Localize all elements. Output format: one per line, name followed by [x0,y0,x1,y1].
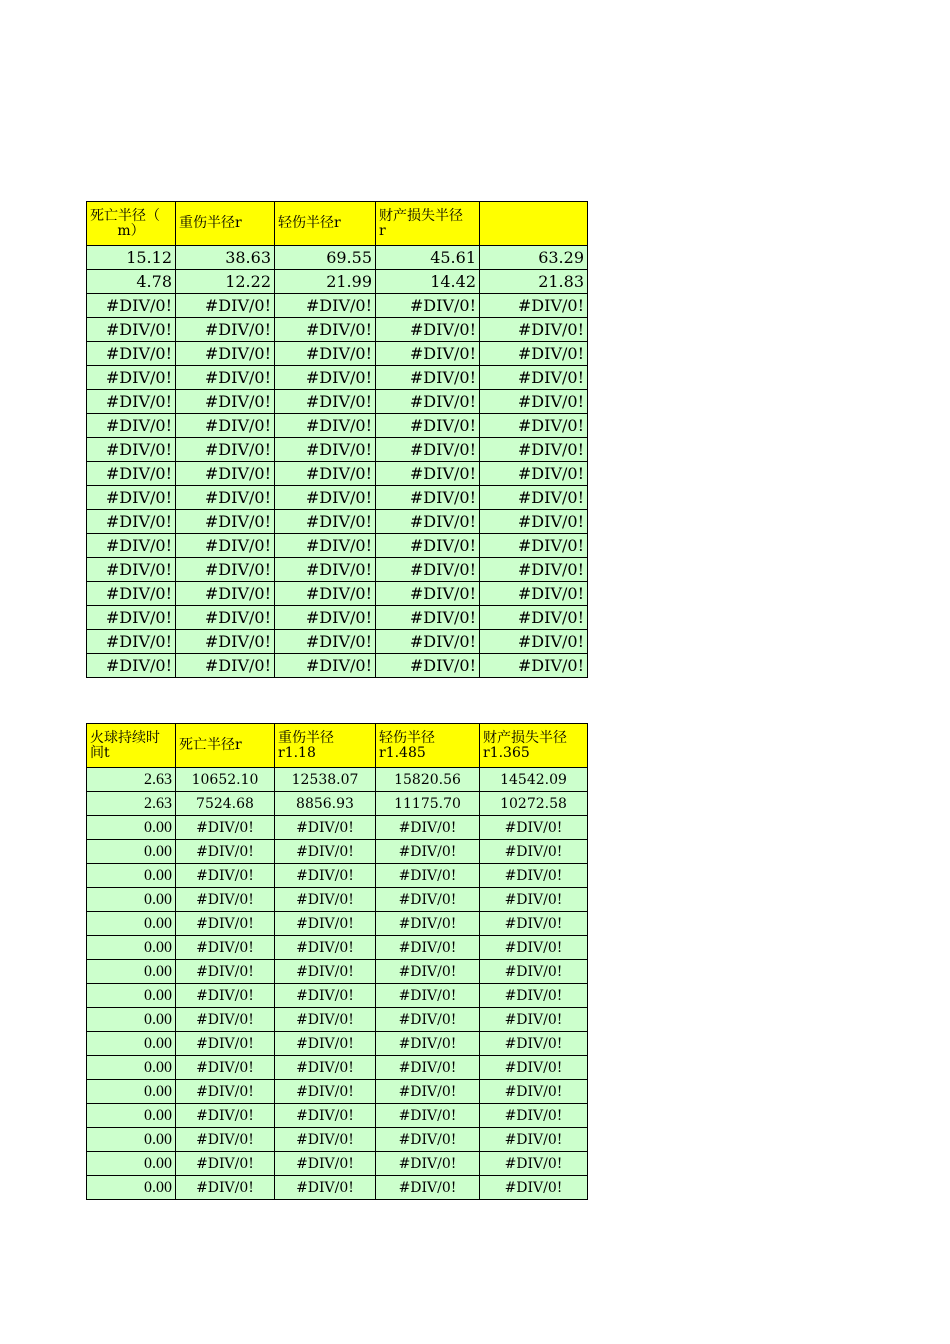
table-cell[interactable]: #DIV/0! [480,438,588,462]
table-cell[interactable]: #DIV/0! [376,654,480,678]
table-row [87,1008,588,1032]
table-cell[interactable]: 14.42 [376,270,480,294]
table-cell[interactable]: #DIV/0! [275,936,376,960]
table-cell[interactable]: #DIV/0! [176,318,275,342]
table-cell[interactable]: #DIV/0! [275,462,376,486]
table-cell[interactable]: #DIV/0! [275,582,376,606]
fireball-table [86,723,588,1200]
table-cell[interactable]: #DIV/0! [275,558,376,582]
header-cell[interactable] [480,202,588,246]
table-cell[interactable]: #DIV/0! [275,960,376,984]
table-cell[interactable]: #DIV/0! [480,912,588,936]
table-row [87,1032,588,1056]
table-row [87,438,588,462]
header-cell[interactable] [87,724,176,768]
table-cell[interactable]: 0.00 [87,1008,176,1032]
table-cell[interactable]: #DIV/0! [176,816,275,840]
table-cell[interactable]: #DIV/0! [480,294,588,318]
table-cell[interactable]: 0.00 [87,816,176,840]
table-cell[interactable]: #DIV/0! [176,1152,275,1176]
table-cell[interactable]: #DIV/0! [376,1152,480,1176]
table-cell[interactable]: #DIV/0! [376,1080,480,1104]
table-cell[interactable]: #DIV/0! [275,864,376,888]
table-cell[interactable]: #DIV/0! [480,1128,588,1152]
table-cell[interactable]: #DIV/0! [87,366,176,390]
table-row [87,606,588,630]
table-cell[interactable]: #DIV/0! [275,840,376,864]
table-cell[interactable]: #DIV/0! [176,864,275,888]
table-cell[interactable]: #DIV/0! [480,462,588,486]
table-row [87,654,588,678]
table-cell[interactable]: #DIV/0! [376,816,480,840]
table-cell[interactable]: #DIV/0! [376,414,480,438]
table-cell[interactable]: #DIV/0! [480,1152,588,1176]
table-cell[interactable]: #DIV/0! [275,438,376,462]
table-cell[interactable]: 0.00 [87,984,176,1008]
table-cell[interactable]: #DIV/0! [275,1008,376,1032]
table-cell[interactable]: #DIV/0! [176,486,275,510]
table-cell[interactable]: 0.00 [87,888,176,912]
table-row [87,1104,588,1128]
table-cell[interactable]: #DIV/0! [176,840,275,864]
table-cell[interactable]: 63.29 [480,246,588,270]
table-cell[interactable]: #DIV/0! [176,888,275,912]
header-cell[interactable] [376,724,480,768]
header-text: r [379,222,386,239]
table-cell[interactable]: 0.00 [87,1152,176,1176]
table-cell[interactable]: #DIV/0! [480,630,588,654]
table-cell[interactable]: #DIV/0! [176,606,275,630]
table-cell[interactable]: 14542.09 [480,768,588,792]
table-row [87,390,588,414]
table-cell[interactable]: #DIV/0! [87,294,176,318]
table-cell[interactable]: #DIV/0! [275,414,376,438]
table-cell[interactable]: #DIV/0! [176,1176,275,1200]
table-cell[interactable]: #DIV/0! [176,558,275,582]
table-row [87,486,588,510]
table-cell[interactable]: #DIV/0! [480,654,588,678]
table-cell[interactable]: 0.00 [87,936,176,960]
table-cell[interactable]: #DIV/0! [275,912,376,936]
header-text: 死亡半径（ [90,207,160,224]
table-cell[interactable]: #DIV/0! [275,390,376,414]
table-row [87,1080,588,1104]
table-cell[interactable]: 0.00 [87,1104,176,1128]
table-cell[interactable]: #DIV/0! [275,816,376,840]
table-cell[interactable]: 0.00 [87,1128,176,1152]
table-cell[interactable]: #DIV/0! [176,1128,275,1152]
table-row [87,768,588,792]
table-cell[interactable]: #DIV/0! [275,654,376,678]
table-cell[interactable]: #DIV/0! [480,342,588,366]
table-row [87,246,588,270]
table-row [87,888,588,912]
table-cell[interactable]: #DIV/0! [87,654,176,678]
table-row [87,510,588,534]
table-cell[interactable]: #DIV/0! [275,606,376,630]
table-row [87,936,588,960]
header-cell[interactable] [275,724,376,768]
table-cell[interactable]: #DIV/0! [275,1128,376,1152]
table-cell[interactable]: #DIV/0! [275,1104,376,1128]
table-row [87,1128,588,1152]
header-text: 财产损失半径 [483,729,567,746]
table-cell[interactable]: 0.00 [87,864,176,888]
table-cell[interactable]: #DIV/0! [376,582,480,606]
table-cell[interactable]: #DIV/0! [87,558,176,582]
radius-table [86,201,588,678]
table-cell[interactable]: 15820.56 [376,768,480,792]
table-cell[interactable]: #DIV/0! [176,960,275,984]
header-text: 间t [90,744,110,761]
header-cell[interactable] [480,724,588,768]
table-cell[interactable]: #DIV/0! [480,864,588,888]
header-row [87,724,588,768]
table-cell[interactable]: #DIV/0! [480,1032,588,1056]
table-cell[interactable]: 15.12 [87,246,176,270]
header-text: 死亡半径r [179,737,242,753]
table-cell[interactable]: #DIV/0! [275,888,376,912]
table-cell[interactable]: #DIV/0! [87,630,176,654]
header-text: 重伤半径r [179,215,242,231]
table-cell[interactable]: #DIV/0! [176,654,275,678]
table-row [87,534,588,558]
table-cell[interactable]: #DIV/0! [480,510,588,534]
table-cell[interactable]: #DIV/0! [176,984,275,1008]
table-cell[interactable]: #DIV/0! [376,1176,480,1200]
table-row [87,462,588,486]
table-cell[interactable]: #DIV/0! [480,606,588,630]
table-cell[interactable]: #DIV/0! [376,1128,480,1152]
table-cell[interactable]: #DIV/0! [87,486,176,510]
table-cell[interactable]: #DIV/0! [176,414,275,438]
header-cell[interactable] [275,202,376,246]
table-cell[interactable]: #DIV/0! [275,1032,376,1056]
table-cell[interactable]: 45.61 [376,246,480,270]
table-row [87,630,588,654]
table-cell[interactable]: #DIV/0! [376,558,480,582]
table-cell[interactable]: #DIV/0! [376,888,480,912]
header-row [87,202,588,246]
header-cell[interactable] [87,202,176,246]
table-row [87,1056,588,1080]
table-cell[interactable]: #DIV/0! [176,582,275,606]
table-cell[interactable]: #DIV/0! [275,1152,376,1176]
table-cell[interactable]: #DIV/0! [480,1104,588,1128]
table-cell[interactable]: #DIV/0! [176,936,275,960]
table-cell[interactable]: #DIV/0! [376,366,480,390]
table-cell[interactable]: #DIV/0! [176,534,275,558]
table-cell[interactable]: #DIV/0! [376,486,480,510]
table-cell[interactable]: #DIV/0! [376,864,480,888]
table-row [87,582,588,606]
header-cell[interactable] [176,202,275,246]
table-cell[interactable]: #DIV/0! [376,294,480,318]
table-row [87,1152,588,1176]
table-cell[interactable]: #DIV/0! [87,462,176,486]
fireball-table-body [87,724,588,1200]
table-cell[interactable]: #DIV/0! [87,318,176,342]
table-cell[interactable]: #DIV/0! [87,414,176,438]
table-cell[interactable]: #DIV/0! [480,486,588,510]
table-cell[interactable]: #DIV/0! [376,960,480,984]
table-cell[interactable]: #DIV/0! [480,390,588,414]
table-cell[interactable]: #DIV/0! [376,342,480,366]
table-cell[interactable]: 0.00 [87,1056,176,1080]
header-text: r1.485 [379,744,426,761]
table-cell[interactable]: #DIV/0! [480,1080,588,1104]
table-cell[interactable]: #DIV/0! [275,630,376,654]
table-cell[interactable]: #DIV/0! [87,438,176,462]
header-cell[interactable] [176,724,275,768]
table-row [87,1176,588,1200]
table-cell[interactable]: #DIV/0! [275,1080,376,1104]
table-cell[interactable]: #DIV/0! [275,366,376,390]
table-cell[interactable]: 69.55 [275,246,376,270]
table-cell[interactable]: #DIV/0! [275,984,376,1008]
table-cell[interactable]: #DIV/0! [480,582,588,606]
table-cell[interactable]: #DIV/0! [176,1080,275,1104]
table-cell[interactable]: #DIV/0! [480,1176,588,1200]
table-cell[interactable]: #DIV/0! [176,510,275,534]
table-cell[interactable]: #DIV/0! [376,606,480,630]
table-cell[interactable]: #DIV/0! [480,534,588,558]
table-cell[interactable]: #DIV/0! [480,414,588,438]
table-cell[interactable]: #DIV/0! [176,390,275,414]
table-cell[interactable]: #DIV/0! [376,318,480,342]
table-cell[interactable]: #DIV/0! [480,960,588,984]
table-cell[interactable]: #DIV/0! [176,342,275,366]
table-cell[interactable]: #DIV/0! [176,462,275,486]
table-cell[interactable]: #DIV/0! [176,1104,275,1128]
table-cell[interactable]: #DIV/0! [480,936,588,960]
table-cell[interactable]: 38.63 [176,246,275,270]
table-cell[interactable]: #DIV/0! [376,630,480,654]
table-cell[interactable]: 2.63 [87,792,176,816]
table-row [87,864,588,888]
table-cell[interactable]: #DIV/0! [376,1008,480,1032]
table-cell[interactable]: 12538.07 [275,768,376,792]
header-text: r1.18 [278,744,316,761]
table-cell[interactable]: 10652.10 [176,768,275,792]
table-cell[interactable]: #DIV/0! [87,582,176,606]
table-cell[interactable]: #DIV/0! [376,534,480,558]
table-row [87,960,588,984]
table-row [87,294,588,318]
table-cell[interactable]: #DIV/0! [176,630,275,654]
table-row [87,414,588,438]
table-cell[interactable]: 0.00 [87,840,176,864]
table-cell[interactable]: #DIV/0! [376,936,480,960]
table-cell[interactable]: #DIV/0! [176,1056,275,1080]
table-cell[interactable]: 0.00 [87,1080,176,1104]
table-row [87,984,588,1008]
table-cell[interactable]: #DIV/0! [87,534,176,558]
table-cell[interactable]: #DIV/0! [480,558,588,582]
header-text: 财产损失半径 [379,207,463,224]
header-text: 重伤半径 [278,729,334,746]
table-cell[interactable]: #DIV/0! [275,342,376,366]
table-cell[interactable]: #DIV/0! [480,840,588,864]
table-cell[interactable]: #DIV/0! [376,984,480,1008]
table-cell[interactable]: #DIV/0! [480,1056,588,1080]
table-cell[interactable]: #DIV/0! [376,462,480,486]
table-cell[interactable]: #DIV/0! [87,390,176,414]
table-cell[interactable]: #DIV/0! [480,1008,588,1032]
table-row [87,342,588,366]
table-cell[interactable]: #DIV/0! [480,888,588,912]
table-cell[interactable]: 8856.93 [275,792,376,816]
header-text: 轻伤半径 [379,729,435,746]
table-cell[interactable]: #DIV/0! [176,294,275,318]
header-text: 火球持续时 [90,729,160,746]
header-cell[interactable] [376,202,480,246]
table-cell[interactable]: #DIV/0! [275,1056,376,1080]
table-cell[interactable]: #DIV/0! [480,366,588,390]
table-cell[interactable]: #DIV/0! [376,1104,480,1128]
table-cell[interactable]: 0.00 [87,960,176,984]
table-cell[interactable]: #DIV/0! [480,816,588,840]
table-cell[interactable]: #DIV/0! [376,510,480,534]
header-text: m） [117,222,145,239]
table-cell[interactable]: 21.99 [275,270,376,294]
table-cell[interactable]: #DIV/0! [275,510,376,534]
table-row [87,366,588,390]
table-cell[interactable]: 0.00 [87,1176,176,1200]
table-row [87,816,588,840]
table-cell[interactable]: #DIV/0! [87,510,176,534]
table-cell[interactable]: #DIV/0! [87,606,176,630]
table-cell[interactable]: #DIV/0! [376,912,480,936]
table-cell[interactable]: #DIV/0! [376,1032,480,1056]
table-cell[interactable]: #DIV/0! [376,840,480,864]
table-cell[interactable]: 7524.68 [176,792,275,816]
table-cell[interactable]: 0.00 [87,912,176,936]
table-cell[interactable]: 12.22 [176,270,275,294]
table-cell[interactable]: #DIV/0! [376,438,480,462]
table-cell[interactable]: 2.63 [87,768,176,792]
table-cell[interactable]: 4.78 [87,270,176,294]
table-cell[interactable]: 0.00 [87,1032,176,1056]
table-cell[interactable]: #DIV/0! [480,318,588,342]
table-cell[interactable]: #DIV/0! [176,366,275,390]
header-text: 轻伤半径r [278,215,341,231]
table-cell[interactable]: #DIV/0! [275,294,376,318]
table-cell[interactable]: #DIV/0! [176,912,275,936]
table-row [87,270,588,294]
table-cell[interactable]: #DIV/0! [275,1176,376,1200]
table-row [87,792,588,816]
table-cell[interactable]: 21.83 [480,270,588,294]
table-row [87,912,588,936]
table-row [87,558,588,582]
table-cell[interactable]: #DIV/0! [176,438,275,462]
table-cell[interactable]: 10272.58 [480,792,588,816]
table-cell[interactable]: #DIV/0! [376,1056,480,1080]
table-cell[interactable]: #DIV/0! [376,390,480,414]
table-cell[interactable]: #DIV/0! [275,486,376,510]
table-cell[interactable]: #DIV/0! [176,1032,275,1056]
table-cell[interactable]: #DIV/0! [275,534,376,558]
table-cell[interactable]: #DIV/0! [275,318,376,342]
table-cell[interactable]: 11175.70 [376,792,480,816]
table-cell[interactable]: #DIV/0! [176,1008,275,1032]
radius-table-body [87,202,588,678]
header-text: r1.365 [483,744,530,761]
table-row [87,840,588,864]
table-row [87,318,588,342]
table-cell[interactable]: #DIV/0! [480,984,588,1008]
table-cell[interactable]: #DIV/0! [87,342,176,366]
